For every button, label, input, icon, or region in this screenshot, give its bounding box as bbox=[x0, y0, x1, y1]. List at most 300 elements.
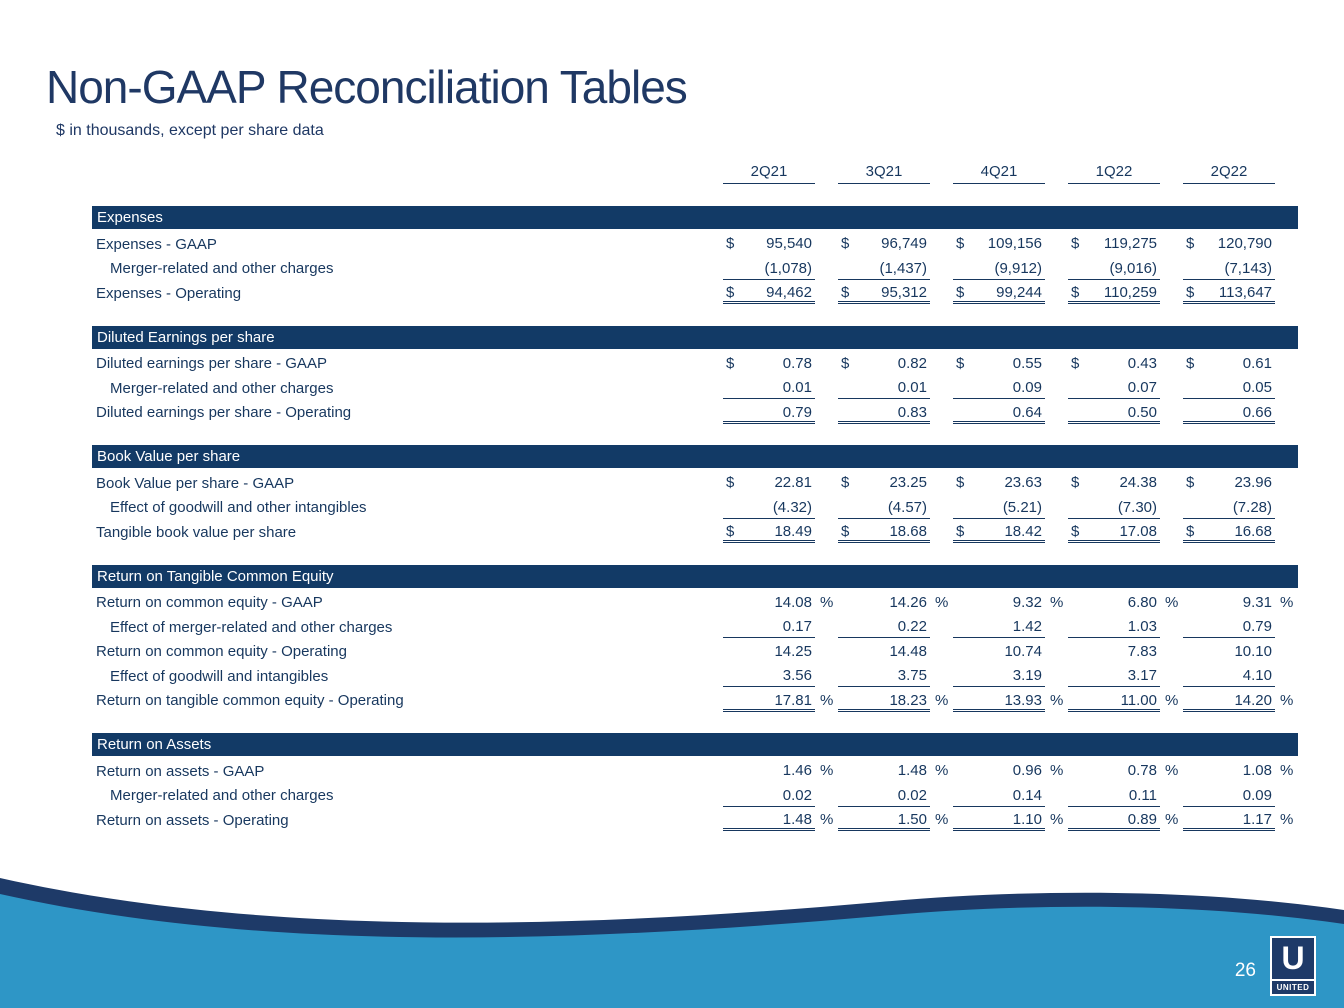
percent-cell bbox=[815, 233, 838, 255]
value-cell bbox=[723, 809, 815, 831]
row-label: Merger-related and other charges bbox=[110, 787, 334, 805]
value-cell bbox=[1183, 233, 1275, 255]
value: 0.96 bbox=[1012, 762, 1042, 780]
value-cell bbox=[1068, 521, 1160, 543]
value-cell bbox=[838, 497, 930, 519]
table-row bbox=[92, 808, 1298, 833]
percent-cell bbox=[815, 472, 838, 494]
percent-cell bbox=[815, 690, 838, 712]
percent-cell bbox=[1275, 785, 1298, 807]
value: 96,749 bbox=[881, 235, 927, 253]
value-cell bbox=[953, 353, 1045, 375]
value: 18.49 bbox=[774, 523, 812, 541]
value-cell bbox=[838, 258, 930, 280]
column-header: 2Q21 bbox=[723, 163, 815, 184]
value-cell bbox=[723, 233, 815, 255]
value-cell bbox=[1183, 665, 1275, 687]
value-cell bbox=[1068, 353, 1160, 375]
value-cell bbox=[953, 616, 1045, 638]
footer-wave bbox=[0, 868, 1344, 1008]
column-header: 1Q22 bbox=[1068, 163, 1160, 184]
value-cell bbox=[723, 497, 815, 519]
value-cell bbox=[1068, 760, 1160, 782]
percent-cell bbox=[1160, 641, 1183, 663]
table-row bbox=[92, 615, 1298, 640]
value-cell bbox=[838, 665, 930, 687]
table-row bbox=[92, 496, 1298, 521]
value: 3.56 bbox=[782, 667, 812, 685]
row-label: Return on tangible common equity - Operating bbox=[96, 692, 404, 710]
percent-cell bbox=[1275, 497, 1298, 519]
value: 95,540 bbox=[766, 235, 812, 253]
percent-cell bbox=[1045, 377, 1068, 399]
value-cell bbox=[953, 592, 1045, 614]
percent-cell bbox=[1160, 592, 1183, 614]
row-label: Effect of goodwill and other intangibles bbox=[110, 499, 367, 517]
column-header-pct-spacer bbox=[1275, 162, 1298, 184]
percent-sign: % bbox=[935, 691, 949, 709]
value: 16.68 bbox=[1234, 523, 1272, 541]
value-cell bbox=[953, 641, 1045, 663]
percent-cell bbox=[815, 282, 838, 304]
percent-cell bbox=[930, 641, 953, 663]
percent-sign: % bbox=[820, 762, 834, 780]
value-cell bbox=[1183, 785, 1275, 807]
value: 0.78 bbox=[782, 354, 812, 372]
value: 18.68 bbox=[889, 523, 927, 541]
percent-sign: % bbox=[820, 811, 834, 829]
value: 4.10 bbox=[1242, 667, 1272, 685]
value: 3.19 bbox=[1012, 667, 1042, 685]
value: 0.83 bbox=[897, 403, 927, 421]
recon-table bbox=[92, 158, 1298, 833]
value-cell bbox=[723, 760, 815, 782]
row-label: Expenses - GAAP bbox=[96, 235, 217, 253]
value: 99,244 bbox=[996, 284, 1042, 302]
percent-sign: % bbox=[1050, 762, 1064, 780]
value-cell bbox=[1068, 233, 1160, 255]
percent-cell bbox=[1160, 690, 1183, 712]
percent-cell bbox=[1045, 521, 1068, 543]
percent-sign: % bbox=[1280, 811, 1294, 829]
percent-sign: % bbox=[1165, 762, 1179, 780]
percent-cell bbox=[1160, 809, 1183, 831]
percent-cell bbox=[1045, 282, 1068, 304]
percent-cell bbox=[1045, 497, 1068, 519]
table-row bbox=[92, 352, 1298, 377]
percent-sign: % bbox=[820, 691, 834, 709]
value: 113,647 bbox=[1218, 284, 1272, 302]
value-cell bbox=[723, 402, 815, 424]
section-header: Return on Tangible Common Equity bbox=[92, 565, 1298, 588]
value: (7.28) bbox=[1232, 498, 1272, 516]
column-header: 3Q21 bbox=[838, 163, 930, 184]
column-header-pct-spacer bbox=[1045, 162, 1068, 184]
value-cell bbox=[838, 353, 930, 375]
value-cell bbox=[953, 258, 1045, 280]
value: 0.55 bbox=[1012, 354, 1042, 372]
percent-sign: % bbox=[1280, 762, 1294, 780]
value-cell bbox=[953, 282, 1045, 304]
value: 0.02 bbox=[897, 786, 927, 804]
dollar-sign: $ bbox=[841, 474, 850, 492]
section-header: Return on Assets bbox=[92, 733, 1298, 756]
percent-cell bbox=[815, 760, 838, 782]
value-cell bbox=[953, 377, 1045, 399]
value: 1.03 bbox=[1127, 618, 1157, 636]
value: 23.63 bbox=[1004, 474, 1042, 492]
value-cell bbox=[723, 592, 815, 614]
dollar-sign: $ bbox=[841, 235, 850, 253]
percent-cell bbox=[1160, 497, 1183, 519]
dollar-sign: $ bbox=[956, 284, 965, 302]
value-cell bbox=[838, 282, 930, 304]
percent-cell bbox=[1045, 665, 1068, 687]
value: 0.43 bbox=[1127, 354, 1157, 372]
value: 0.82 bbox=[897, 354, 927, 372]
value-cell bbox=[723, 641, 815, 663]
page-title: Non-GAAP Reconciliation Tables bbox=[46, 61, 687, 113]
percent-cell bbox=[1275, 760, 1298, 782]
dollar-sign: $ bbox=[726, 523, 735, 541]
value: 14.25 bbox=[774, 642, 812, 660]
table-row bbox=[92, 591, 1298, 616]
value: 10.10 bbox=[1234, 642, 1272, 660]
value: 9.32 bbox=[1012, 593, 1042, 611]
value: 0.09 bbox=[1012, 379, 1042, 397]
logo-letter: U bbox=[1281, 940, 1305, 976]
value: (9,912) bbox=[994, 259, 1042, 277]
dollar-sign: $ bbox=[1071, 354, 1080, 372]
value-cell bbox=[723, 521, 815, 543]
value-cell bbox=[1183, 472, 1275, 494]
value: 0.22 bbox=[897, 618, 927, 636]
percent-cell bbox=[1160, 521, 1183, 543]
row-label: Expenses - Operating bbox=[96, 284, 242, 302]
column-header-pct-spacer bbox=[815, 162, 838, 184]
united-logo bbox=[1270, 936, 1316, 996]
percent-cell bbox=[1045, 690, 1068, 712]
percent-sign: % bbox=[935, 762, 949, 780]
value-cell bbox=[953, 760, 1045, 782]
value: 11.00 bbox=[1120, 691, 1157, 709]
value: (4.32) bbox=[772, 498, 812, 516]
table-row bbox=[92, 664, 1298, 689]
percent-cell bbox=[1160, 760, 1183, 782]
value-cell bbox=[953, 690, 1045, 712]
value-cell bbox=[953, 402, 1045, 424]
percent-cell bbox=[1275, 353, 1298, 375]
value-cell bbox=[953, 472, 1045, 494]
value: 14.26 bbox=[889, 593, 927, 611]
value-cell bbox=[723, 377, 815, 399]
percent-cell bbox=[1275, 258, 1298, 280]
percent-cell bbox=[1275, 377, 1298, 399]
value-cell bbox=[838, 785, 930, 807]
percent-cell bbox=[1045, 402, 1068, 424]
percent-cell bbox=[930, 402, 953, 424]
dollar-sign: $ bbox=[1186, 474, 1195, 492]
value-cell bbox=[1183, 690, 1275, 712]
percent-cell bbox=[930, 472, 953, 494]
percent-sign: % bbox=[1050, 811, 1064, 829]
row-label: Effect of goodwill and intangibles bbox=[110, 667, 329, 685]
value-cell bbox=[723, 282, 815, 304]
column-header-pct-spacer bbox=[1160, 162, 1183, 184]
percent-sign: % bbox=[820, 593, 834, 611]
value-cell bbox=[1068, 592, 1160, 614]
value: 6.80 bbox=[1127, 593, 1157, 611]
value-cell bbox=[953, 521, 1045, 543]
value: 23.96 bbox=[1234, 474, 1272, 492]
value: 17.08 bbox=[1119, 523, 1157, 541]
table-row bbox=[92, 232, 1298, 257]
value-cell bbox=[1183, 497, 1275, 519]
percent-cell bbox=[1045, 472, 1068, 494]
value-cell bbox=[1183, 641, 1275, 663]
percent-cell bbox=[1045, 785, 1068, 807]
percent-cell bbox=[1160, 353, 1183, 375]
value-cell bbox=[838, 641, 930, 663]
value: 110,259 bbox=[1103, 284, 1157, 302]
percent-sign: % bbox=[935, 811, 949, 829]
value: 0.64 bbox=[1012, 403, 1042, 421]
value-cell bbox=[1183, 521, 1275, 543]
value-cell bbox=[1068, 616, 1160, 638]
value-cell bbox=[723, 616, 815, 638]
value-cell bbox=[838, 760, 930, 782]
section-header: Diluted Earnings per share bbox=[92, 326, 1298, 349]
value-cell bbox=[838, 616, 930, 638]
percent-cell bbox=[930, 760, 953, 782]
value-cell bbox=[953, 809, 1045, 831]
column-header-pct-spacer bbox=[930, 162, 953, 184]
row-label: Return on common equity - GAAP bbox=[96, 594, 323, 612]
table-row bbox=[92, 520, 1298, 545]
value-cell bbox=[953, 497, 1045, 519]
value: 1.08 bbox=[1242, 762, 1272, 780]
percent-cell bbox=[1045, 641, 1068, 663]
dollar-sign: $ bbox=[956, 235, 965, 253]
value: 0.89 bbox=[1127, 811, 1157, 829]
table-row bbox=[92, 257, 1298, 282]
percent-cell bbox=[815, 616, 838, 638]
percent-cell bbox=[1160, 402, 1183, 424]
percent-cell bbox=[1275, 809, 1298, 831]
percent-cell bbox=[1275, 282, 1298, 304]
value: (7,143) bbox=[1224, 259, 1272, 277]
percent-cell bbox=[1160, 258, 1183, 280]
percent-cell bbox=[1275, 472, 1298, 494]
percent-cell bbox=[1275, 665, 1298, 687]
dollar-sign: $ bbox=[726, 235, 735, 253]
percent-sign: % bbox=[1165, 691, 1179, 709]
value: 3.75 bbox=[897, 667, 927, 685]
row-label: Merger-related and other charges bbox=[110, 379, 334, 397]
value: 9.31 bbox=[1242, 593, 1272, 611]
percent-cell bbox=[930, 258, 953, 280]
row-label: Return on assets - GAAP bbox=[96, 762, 265, 780]
percent-cell bbox=[930, 377, 953, 399]
percent-cell bbox=[1045, 760, 1068, 782]
percent-cell bbox=[1045, 353, 1068, 375]
value-cell bbox=[1068, 641, 1160, 663]
dollar-sign: $ bbox=[1071, 235, 1080, 253]
value: 0.78 bbox=[1127, 762, 1157, 780]
dollar-sign: $ bbox=[1071, 523, 1080, 541]
row-label: Merger-related and other charges bbox=[110, 260, 334, 278]
percent-cell bbox=[930, 616, 953, 638]
value-cell bbox=[1183, 353, 1275, 375]
percent-cell bbox=[815, 258, 838, 280]
percent-cell bbox=[930, 785, 953, 807]
value: 94,462 bbox=[766, 284, 812, 302]
percent-cell bbox=[1160, 785, 1183, 807]
value-cell bbox=[1068, 402, 1160, 424]
value: 24.38 bbox=[1119, 474, 1157, 492]
value: 0.11 bbox=[1128, 786, 1157, 804]
value: 18.23 bbox=[889, 691, 927, 709]
percent-sign: % bbox=[1050, 691, 1064, 709]
table-row bbox=[92, 471, 1298, 496]
percent-cell bbox=[930, 233, 953, 255]
dollar-sign: $ bbox=[1186, 284, 1195, 302]
value: 0.02 bbox=[782, 786, 812, 804]
value: 10.74 bbox=[1004, 642, 1042, 660]
value: (4.57) bbox=[887, 498, 927, 516]
dollar-sign: $ bbox=[841, 354, 850, 372]
percent-cell bbox=[930, 809, 953, 831]
dollar-sign: $ bbox=[726, 474, 735, 492]
percent-cell bbox=[1160, 282, 1183, 304]
percent-cell bbox=[1045, 809, 1068, 831]
value-cell bbox=[838, 690, 930, 712]
value: 7.83 bbox=[1127, 642, 1157, 660]
table-row bbox=[92, 759, 1298, 784]
value-cell bbox=[838, 809, 930, 831]
percent-cell bbox=[1275, 641, 1298, 663]
percent-cell bbox=[1275, 616, 1298, 638]
table-row bbox=[92, 376, 1298, 401]
value: (1,437) bbox=[879, 259, 927, 277]
table-row bbox=[92, 281, 1298, 306]
value-cell bbox=[953, 233, 1045, 255]
row-label: Tangible book value per share bbox=[96, 523, 297, 541]
column-header: 4Q21 bbox=[953, 163, 1045, 184]
value: (1,078) bbox=[764, 259, 812, 277]
percent-cell bbox=[1045, 233, 1068, 255]
value-cell bbox=[1183, 616, 1275, 638]
value-cell bbox=[1183, 592, 1275, 614]
value: 0.14 bbox=[1012, 786, 1042, 804]
value: 0.01 bbox=[782, 379, 812, 397]
value: 23.25 bbox=[889, 474, 927, 492]
dollar-sign: $ bbox=[1071, 284, 1080, 302]
row-label: Diluted earnings per share - GAAP bbox=[96, 355, 327, 373]
value-cell bbox=[723, 690, 815, 712]
percent-cell bbox=[930, 665, 953, 687]
row-label: Effect of merger-related and other charges bbox=[110, 618, 393, 636]
value-cell bbox=[838, 472, 930, 494]
value: 13.93 bbox=[1004, 691, 1042, 709]
value: 1.46 bbox=[782, 762, 812, 780]
percent-cell bbox=[930, 282, 953, 304]
percent-cell bbox=[815, 377, 838, 399]
percent-cell bbox=[815, 353, 838, 375]
value: 119,275 bbox=[1103, 235, 1157, 253]
dollar-sign: $ bbox=[726, 284, 735, 302]
percent-cell bbox=[1275, 521, 1298, 543]
table-row bbox=[92, 640, 1298, 665]
percent-cell bbox=[1275, 690, 1298, 712]
percent-cell bbox=[1160, 665, 1183, 687]
percent-cell bbox=[815, 641, 838, 663]
value-cell bbox=[723, 472, 815, 494]
value-cell bbox=[953, 785, 1045, 807]
value: (9,016) bbox=[1109, 259, 1157, 277]
value: 0.01 bbox=[897, 379, 927, 397]
dollar-sign: $ bbox=[956, 474, 965, 492]
percent-sign: % bbox=[1280, 691, 1294, 709]
logo-name: UNITED bbox=[1272, 979, 1314, 994]
percent-cell bbox=[1160, 233, 1183, 255]
value: 0.79 bbox=[782, 403, 812, 421]
value-cell bbox=[1183, 377, 1275, 399]
value: 1.10 bbox=[1012, 811, 1042, 829]
percent-sign: % bbox=[1165, 811, 1179, 829]
dollar-sign: $ bbox=[1071, 474, 1080, 492]
percent-cell bbox=[930, 497, 953, 519]
percent-cell bbox=[930, 592, 953, 614]
value: 0.61 bbox=[1242, 354, 1272, 372]
value-cell bbox=[838, 402, 930, 424]
value-cell bbox=[838, 592, 930, 614]
column-headers bbox=[92, 158, 1298, 184]
page-number: 26 bbox=[1234, 960, 1256, 981]
dollar-sign: $ bbox=[956, 523, 965, 541]
value-cell bbox=[838, 521, 930, 543]
value: 109,156 bbox=[987, 235, 1042, 253]
row-label: Diluted earnings per share - Operating bbox=[96, 404, 352, 422]
value: 1.50 bbox=[897, 811, 927, 829]
value-cell bbox=[1183, 760, 1275, 782]
value: 1.17 bbox=[1242, 811, 1272, 829]
value-cell bbox=[953, 665, 1045, 687]
value: 95,312 bbox=[881, 284, 927, 302]
row-label: Return on common equity - Operating bbox=[96, 643, 347, 661]
value: 0.09 bbox=[1242, 786, 1272, 804]
percent-cell bbox=[930, 690, 953, 712]
row-label: Book Value per share - GAAP bbox=[96, 474, 295, 492]
value-cell bbox=[1068, 282, 1160, 304]
value-cell bbox=[1183, 402, 1275, 424]
value-cell bbox=[838, 377, 930, 399]
dollar-sign: $ bbox=[1186, 354, 1195, 372]
dollar-sign: $ bbox=[841, 523, 850, 541]
percent-cell bbox=[1045, 616, 1068, 638]
value-cell bbox=[838, 233, 930, 255]
value-cell bbox=[1068, 472, 1160, 494]
table-row bbox=[92, 689, 1298, 714]
percent-cell bbox=[815, 521, 838, 543]
percent-cell bbox=[1275, 592, 1298, 614]
value: 0.79 bbox=[1242, 618, 1272, 636]
percent-sign: % bbox=[935, 593, 949, 611]
value-cell bbox=[1068, 665, 1160, 687]
percent-cell bbox=[1160, 616, 1183, 638]
percent-cell bbox=[930, 521, 953, 543]
value-cell bbox=[1068, 258, 1160, 280]
